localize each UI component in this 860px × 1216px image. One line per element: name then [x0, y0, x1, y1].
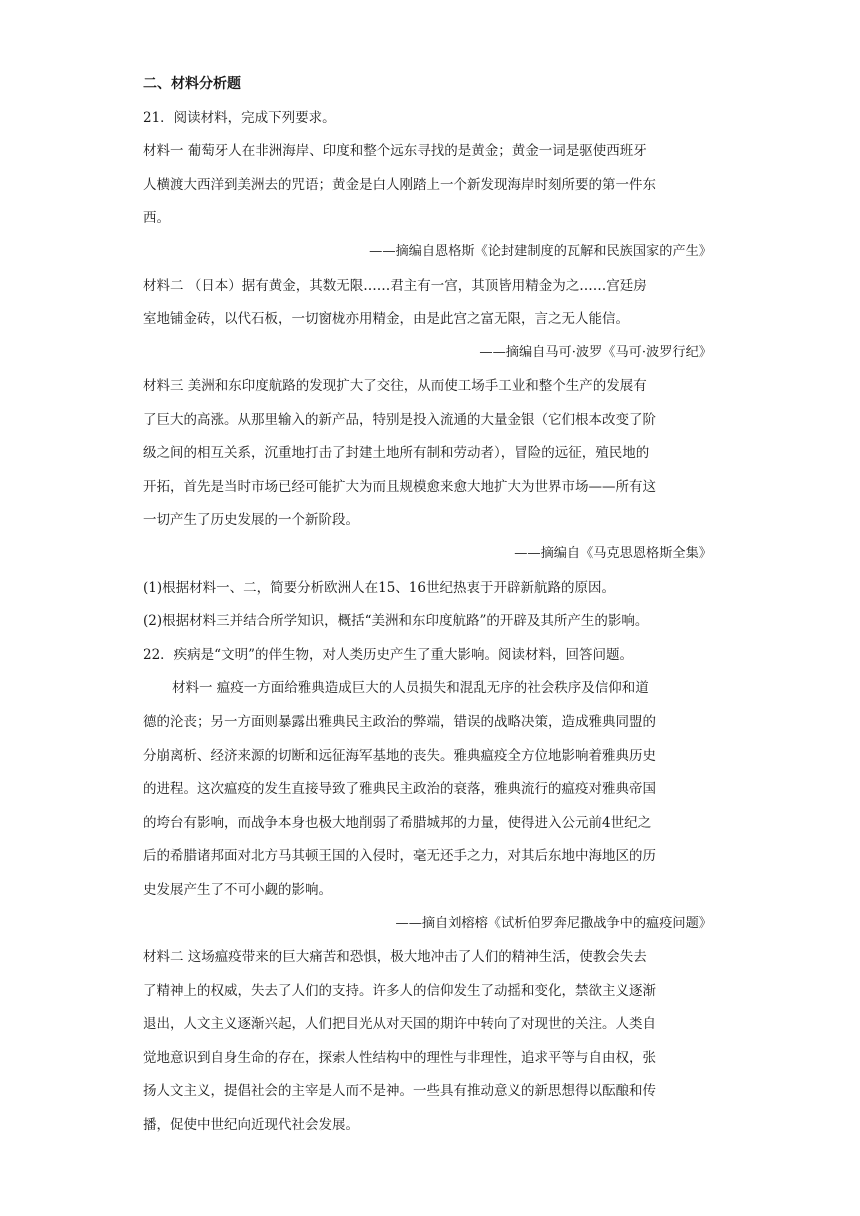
- q21-material-3-line: 级之间的相互关系，沉重地打击了封建土地所有制和劳动者），冒险的远征，殖民地的: [143, 445, 650, 461]
- q22-material-1-line: 材料一 瘟疫一方面给雅典造成巨大的人员损失和混乱无序的社会秩序及信仰和道: [172, 680, 649, 696]
- q22-material-2-line: 了精神上的权威，失去了人们的支持。许多人的信仰发生了动摇和变化，禁欲主义逐渐: [143, 983, 656, 999]
- q21-material-3-line: 一切产生了历史发展的一个新阶段。: [143, 512, 359, 528]
- q21-material-1-line: 西。: [143, 210, 170, 226]
- q21-material-3-line: 材料三 美洲和东印度航路的发现扩大了交往，从而使工场手工业和整个生产的发展有: [143, 378, 647, 394]
- q21-material-3-line: 开拓，首先是当时市场已经可能扩大为而且规模愈来愈大地扩大为世界市场——所有这: [143, 479, 656, 495]
- q21-material-1-source: ——摘编自恩格斯《论封建制度的瓦解和民族国家的产生》: [369, 244, 712, 259]
- q21-material-2-source: ——摘编自马可·波罗《马可·波罗行纪》: [479, 345, 712, 360]
- q22-material-1-line: 史发展产生了不可小觑的影响。: [143, 882, 332, 898]
- q21-material-2-line: 材料二 （日本）据有黄金，其数无限……君主有一宫，其顶皆用精金为之……宫廷房: [143, 278, 647, 294]
- q22-material-2-line: 觉地意识到自身生命的存在，探索人性结构中的理性与非理性，追求平等与自由权，张: [143, 1050, 656, 1066]
- q21-material-3-line: 了巨大的高涨。从那里输入的新产品，特别是投入流通的大量金银（它们根本改变了阶: [143, 412, 656, 428]
- q22-material-1-source: ——摘自刘榕榕《试析伯罗奔尼撒战争中的瘟疫问题》: [395, 916, 712, 931]
- q22-material-1-line: 的垮台有影响，而战争本身也极大地削弱了希腊城邦的力量，使得进入公元前4世纪之: [143, 815, 652, 831]
- q22-material-1-line: 的进程。这次瘟疫的发生直接导致了雅典民主政治的衰落，雅典流行的瘟疫对雅典帝国: [143, 781, 656, 797]
- q22-material-2-line: 材料二 这场瘟疫带来的巨大痛苦和恐惧，极大地冲击了人们的精神生活，使教会失去: [143, 949, 647, 965]
- q21-material-1-line: 人横渡大西洋到美洲去的咒语；黄金是白人刚踏上一个新发现海岸时刻所要的第一件东: [143, 177, 656, 193]
- q22-material-2-line: 退出，人文主义逐渐兴起，人们把目光从对天国的期许中转向了对现世的关注。人类自: [143, 1016, 656, 1032]
- q22-material-1-line: 分崩离析、经济来源的切断和远征海军基地的丧失。雅典瘟疫全方位地影响着雅典历史: [143, 748, 656, 764]
- q22-material-1-line: 德的沦丧；另一方面则暴露出雅典民主政治的弊端，错误的战略决策，造成雅典同盟的: [143, 714, 656, 730]
- q21-subquestion-1: (1)根据材料一、二，简要分析欧洲人在15、16世纪热衷于开辟新航路的原因。: [143, 580, 615, 596]
- q21-material-3-source: ——摘编自《马克思恩格斯全集》: [514, 546, 712, 561]
- q22-material-1-line: 后的希腊诸邦面对北方马其顿王国的入侵时，毫无还手之力，对其后东地中海地区的历: [143, 848, 656, 864]
- q21-material-2-line: 室地铺金砖，以代石板，一切窗栊亦用精金，由是此宫之富无限，言之无人能信。: [143, 311, 629, 327]
- q22-material-2-line: 播，促使中世纪向近现代社会发展。: [143, 1117, 359, 1133]
- section-title: 二、材料分析题: [143, 76, 241, 92]
- q22-material-2-line: 扬人文主义，提倡社会的主宰是人而不是神。一些具有推动意义的新思想得以酝酿和传: [143, 1083, 656, 1099]
- q21-subquestion-2: (2)根据材料三并结合所学知识，概括“美洲和东印度航路”的开辟及其所产生的影响。: [143, 613, 649, 629]
- q21-material-1-line: 材料一 葡萄牙人在非洲海岸、印度和整个远东寻找的是黄金；黄金一词是驱使西班牙: [143, 143, 647, 159]
- question-22-stem: 22．疾病是“文明”的伴生物，对人类历史产生了重大影响。阅读材料，回答问题。: [143, 647, 633, 663]
- question-21-stem: 21．阅读材料，完成下列要求。: [143, 110, 336, 126]
